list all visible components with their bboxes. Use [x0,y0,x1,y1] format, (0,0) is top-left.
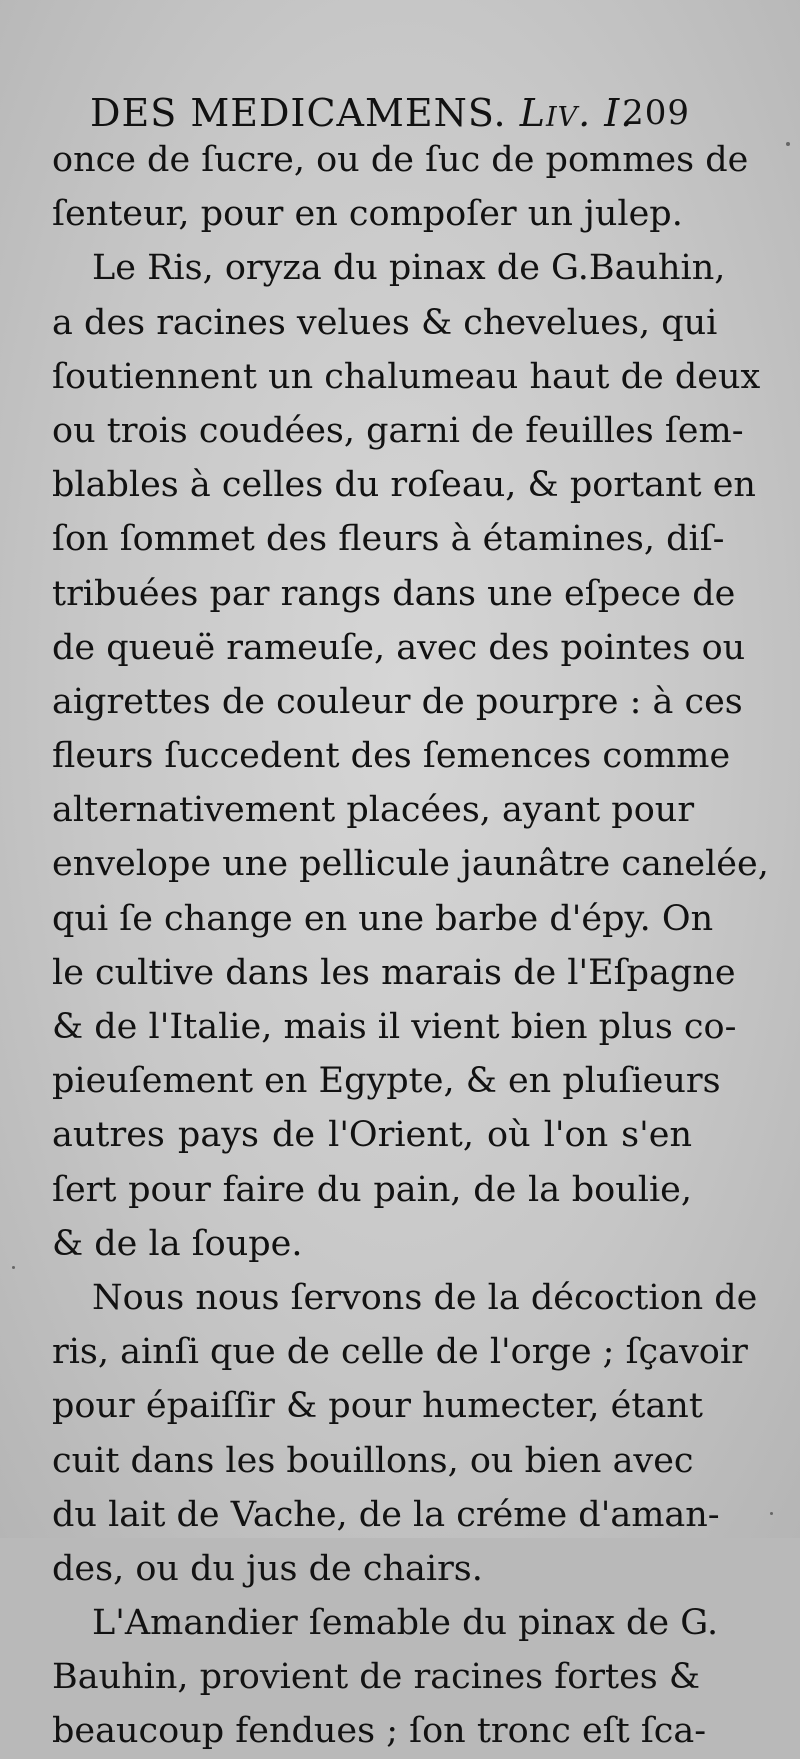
text-line: ris, ainſi que de celle de l'orge ; ſçavoir [52,1332,748,1373]
page-header [90,88,690,138]
text-line: envelope une pellicule jaunâtre canelée, [52,844,769,885]
text-line: once de ſucre, ou de ſuc de pommes de [52,140,749,180]
running-head [90,88,633,138]
text-line: tribuées par rangs dans une eſpece de [52,573,736,614]
text-line: a des racines velues & chevelues, qui [52,302,718,343]
text-line: autres pays de l'Orient, où l'on s'en [52,1115,692,1156]
text-line: des, ou du jus de chairs. [52,1548,483,1589]
text-line: ſon ſommet des fleurs à étamines, diſ- [52,519,725,560]
running-head-book: Liv. I. [519,91,634,135]
text-line: alternativement placées, ayant pour [52,790,695,831]
text-line: aigrettes de couleur de pourpre : à ces [52,681,743,722]
text-line: cuit dans les bouillons, ou bien avec [52,1440,694,1481]
text-line: de queuë rameuſe, avec des pointes ou [52,627,746,668]
text-line: Le Ris, oryza du pinax de G.Bauhin, [92,248,726,289]
paper-speck [770,1512,773,1515]
text-line: qui ſe change en une barbe d'épy. On [52,898,714,939]
text-line: ou trois coudées, garni de feuilles ſem- [52,410,744,451]
text-line: L'Amandier ſemable du pinax de G. [92,1603,719,1644]
body-text [52,133,769,1759]
text-line: le cultive dans les marais de l'Eſpagne [52,952,736,993]
text-line: fleurs ſuccedent des ſemences comme [52,736,731,777]
text-line: pour épaiſſir & pour humecter, étant [52,1386,703,1427]
text-line: du lait de Vache, de la créme d'aman- [52,1494,720,1535]
text-line: & de l'Italie, mais il vient bien plus co- [52,1007,737,1047]
paper-speck [786,142,790,146]
text-line: Nous nous ſervons de la décoction de [92,1277,758,1318]
text-line: pieuſement en Egypte, & en pluſieurs [52,1061,721,1102]
text-line: Bauhin, provient de racines fortes & [52,1657,701,1698]
paper-speck [12,1266,15,1269]
running-head-title: DES MEDICAMENS. [90,91,507,135]
page-number: 209 [622,93,690,133]
text-line: blables à celles du roſeau, & portant en [52,465,756,506]
text-line: ſenteur, pour en compoſer un julep. [52,194,683,235]
text-line: beaucoup fendues ; ſon tronc eſt ſca- [52,1711,707,1752]
text-line: & de la ſoupe. [52,1223,303,1264]
text-line: ſoutiennent un chalumeau haut de deux [52,356,761,397]
text-line: ſert pour faire du pain, de la boulie, [52,1169,692,1210]
